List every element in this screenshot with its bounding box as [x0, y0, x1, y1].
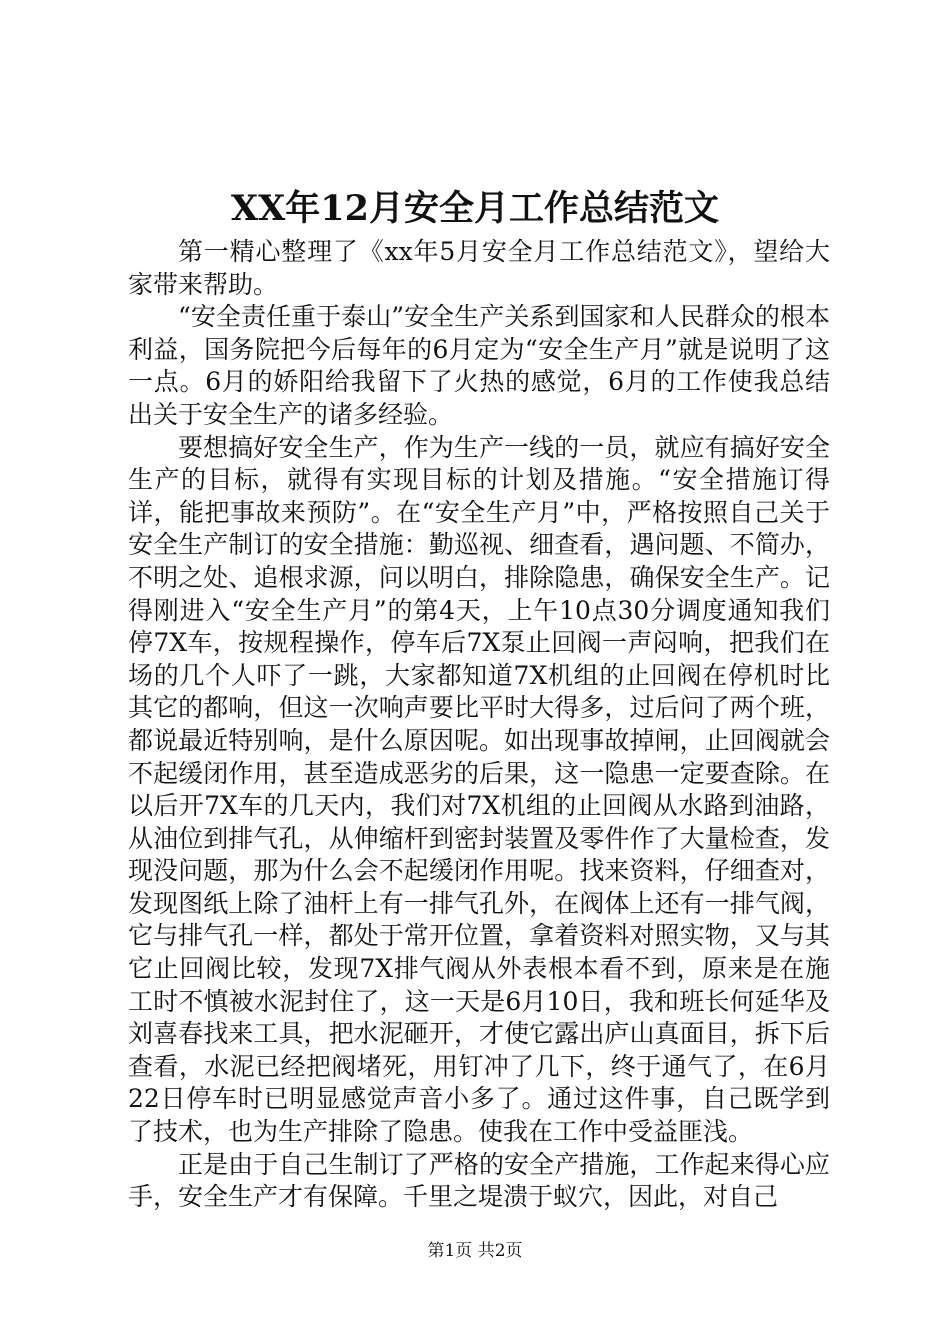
document-body	[128, 236, 830, 1214]
paragraph-2: “安全责任重于泰山”安全生产关系到国家和人民群众的根本利益，国务院把今后每年的6月定为“安全生产月”就是说明了这一点。6月的娇阳给我留下了火热的感觉，6月的工作使我总结出关于安全生产的诸多经验。	[128, 302, 830, 429]
page-footer: 第1页 共2页	[427, 1241, 523, 1261]
page-title: XX年12月安全月工作总结范文	[230, 188, 720, 229]
paragraph-1: 第一精心整理了《xx年5月安全月工作总结范文》，望给大家带来帮助。	[128, 237, 830, 299]
paragraph-3: 要想搞好安全生产，作为生产一线的一员，就应有搞好安全生产的目标，就得有实现目标的计划及措施。“安全措施订得详，能把事故来预防”。在“安全生产月”中，严格按照自己关于安全生产制订的安全措施：勤巡视、细查看，遇问题、不简办，不明之处、追根求源，问以明白，排除隐患，确保安全生产。记得刚进入“安全生产月”的第4天，上午10点30分调度通知我们停7X车，按规程操作，停车后7X泵止回阀一声闷响，把我们在场的几个人吓了一跳，大家都知道7X机组的止回阀在停机时比其它的都响，但这一次响声要比平时大得多，过后问了两个班，都说最近特别响，是什么原因呢。如出现事故掉闸，止回阀就会不起缓闭作用，甚至造成恶劣的后果，这一隐患一定要查除。在以后开7X车的几天内，我们对7X机组的止回阀从水路到油路，从油位到排气孔，从伸缩杆到密封装置及零件作了大量检查，发现没问题，那为什么会不起缓闭作用呢。找来资料，仔细查对，发现图纸上除了油杆上有一排气孔外，在阀体上还有一排气阀，它与排气孔一样，都处于常开位置，拿着资料对照实物，又与其它止回阀比较，发现7X排气阀从外表根本看不到，原来是在施工时不慎被水泥封住了，这一天是6月10日，我和班长何延华及刘喜春找来工具，把水泥砸开，才使它露出庐山真面目，拆下后查看，水泥已经把阀堵死，用钉冲了几下，终于通气了，在6月22日停车时已明显感觉声音小多了。通过这件事，自己既学到了技术，也为生产排除了隐患。使我在工作中受益匪浅。	[128, 432, 830, 1147]
paragraph-4: 正是由于自己生制订了严格的安全产措施，工作起来得心应手，安全生产才有保障。千里之堤溃于蚁穴，因此，对自己	[128, 1149, 830, 1212]
